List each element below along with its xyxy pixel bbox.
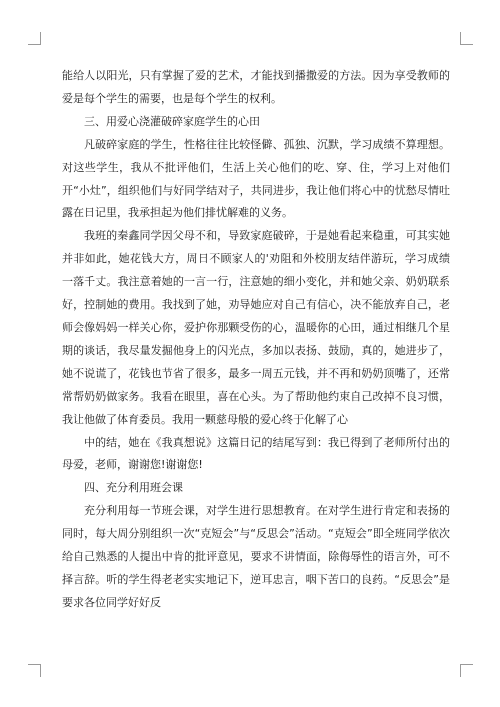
paragraph: 我班的秦鑫同学因父母不和，导致家庭破碎，于是她看起来稳重，可其实她并非如此，她花钱大方，周日不顾家人的'劝阻和外校朋友结伴游玩，学习成绩一落千丈。我注意着她的一言一行，注意她的细小变化，并和她父亲、奶奶联系好，控制她的费用。我找到了她，劝导她应对自己有信心，决不能放弃自己，老师会像妈妈一样关心你，爱护你那颗受伤的心，温暖你的心田，通过相继几个星期的谈话，我尽量发掘他身上的闪光点，多加以表扬、鼓励，真的，她进步了，她不说谎了，花钱也节省了很多，最多一周五元钱，并不再和奶奶顶嘴了，还常常帮奶奶做家务。我看在眼里，喜在心头。为了帮助他约束自己改掉不良习惯，我让他做了体育委员。我用一颗慈母般的爱心终于化解了心 [62,229,450,426]
section-heading-4: 四、充分利用班会课 [84,481,183,495]
paragraph: 充分利用每一节班会课，对学生进行思想教育。在对学生进行肯定和表扬的同时，每大周分别组织一次“克短会”与“反思会”活动。“克短会”即全班同学依次给自己熟悉的人提出中肯的批评意见，要求不讲情面，除侮辱性的语言外，可不择言辞。听的学生得老老实实地记下，逆耳忠言，咽下苦口的良药。“反思会”是要求各位同学好好反 [62,504,450,609]
document-body [62,65,450,615]
paragraph: 中的结，她在《我真想说》这篇日记的结尾写到：我已得到了老师所付出的母爱，老师，谢谢您!谢谢您! [62,435,450,472]
paragraph-continuation: 能给人以阳光，只有掌握了爱的艺术，才能找到播撒爱的方法。因为享受教师的爱是每个学生的需要，也是每个学生的权利。 [62,69,450,105]
section-heading-3: 三、用爱心浇灌破碎家庭学生的心田 [84,114,260,128]
crop-mark-bottom-left [28,664,41,677]
paragraph: 凡破碎家庭的学生，性格往往比较怪僻、孤独、沉默，学习成绩不算理想。对这些学生，我从不批评他们，生活上关心他们的吃、穿、住，学习上对他们开“小灶”，组织他们与好同学结对子，共同进步，我让他们将心中的忧愁尽情吐露在日记里，我承担起为他们排忧解难的义务。 [62,137,450,220]
crop-mark-bottom-right [460,664,473,677]
crop-mark-top-left [28,32,41,45]
crop-mark-top-right [460,32,473,45]
